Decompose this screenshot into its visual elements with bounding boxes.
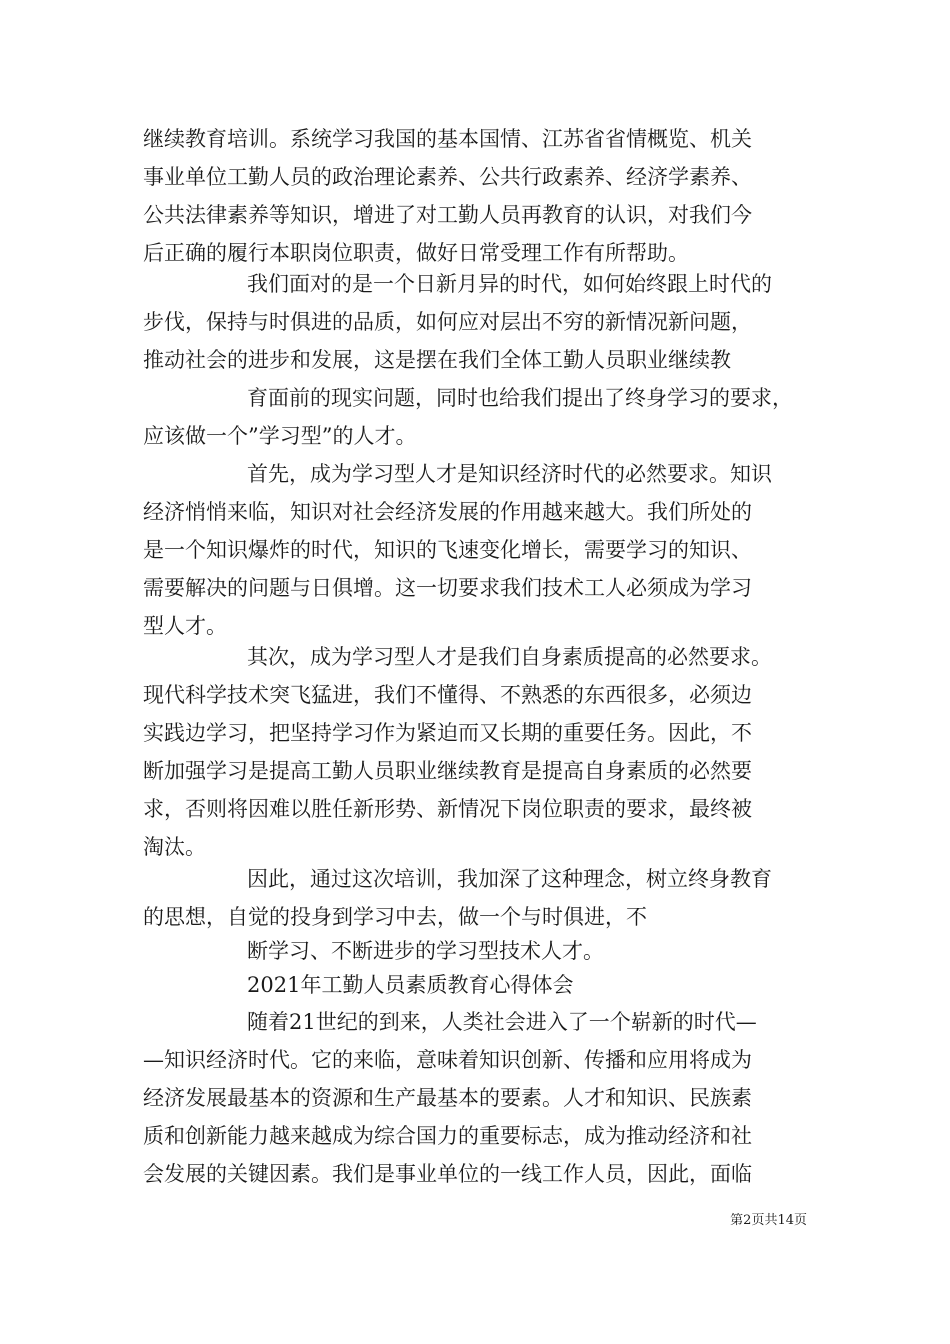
text-line: 经济悄悄来临，知识对社会经济发展的作用越来越大。我们所处的 (143, 500, 752, 524)
text-line: —知识经济时代。它的来临，意味着知识创新、传播和应用将成为 (143, 1048, 752, 1072)
text-line: 求，否则将因难以胜任新形势、新情况下岗位职责的要求，最终被 (143, 797, 752, 821)
text-line: 实践边学习，把坚持学习作为紧迫而又长期的重要任务。因此，不 (143, 721, 752, 745)
text-line: 事业单位工勤人员的政治理论素养、公共行政素养、经济学素养、 (143, 165, 752, 189)
paragraph-start-line: 我们面对的是一个日新月异的时代，如何始终跟上时代的 (247, 272, 772, 296)
page-number-footer: 第2页共14页 (730, 1213, 807, 1228)
text-line: 育面前的现实问题，同时也给我们提出了终身学习的要求， (247, 386, 793, 410)
text-line: 后正确的履行本职岗位职责，做好日常受理工作有所帮助。 (143, 241, 689, 265)
text-line: 继续教育培训。系统学习我国的基本国情、江苏省省情概览、机关 (143, 127, 752, 151)
text-line: 推动社会的进步和发展，这是摆在我们全体工勤人员职业继续教 (143, 348, 731, 372)
text-line: 现代科学技术突飞猛进，我们不懂得、不熟悉的东西很多，必须边 (143, 683, 752, 707)
text-line: 经济发展最基本的资源和生产最基本的要素。人才和知识、民族素 (143, 1086, 752, 1110)
text-line: 会发展的关键因素。我们是事业单位的一线工作人员，因此，面临 (143, 1162, 752, 1186)
paragraph-start-line: 其次，成为学习型人才是我们自身素质提高的必然要求。 (247, 645, 772, 669)
text-line: 是一个知识爆炸的时代，知识的飞速变化增长，需要学习的知识、 (143, 538, 752, 562)
text-line: 淘汰。 (143, 835, 206, 859)
paragraph-start-line: 首先，成为学习型人才是知识经济时代的必然要求。知识 (247, 462, 772, 486)
text-line: 断学习、不断进步的学习型技术人才。 (247, 939, 604, 963)
text-line: 断加强学习是提高工勤人员职业继续教育是提高自身素质的必然要 (143, 759, 752, 783)
section-heading: 2021年工勤人员素质教育心得体会 (247, 973, 574, 997)
text-line: 需要解决的问题与日俱增。这一切要求我们技术工人必须成为学习 (143, 576, 752, 600)
text-line: 质和创新能力越来越成为综合国力的重要标志，成为推动经济和社 (143, 1124, 752, 1148)
text-line: 应该做一个”学习型”的人才。 (143, 424, 417, 448)
text-line: 步伐，保持与时俱进的品质，如何应对层出不穷的新情况新问题， (143, 310, 752, 334)
text-line: 公共法律素养等知识，增进了对工勤人员再教育的认识，对我们今 (143, 203, 752, 227)
text-line: 的思想，自觉的投身到学习中去，做一个与时俱进，不 (143, 905, 647, 929)
paragraph-start-line: 随着21世纪的到来，人类社会进入了一个崭新的时代— (247, 1010, 757, 1034)
text-line: 型人才。 (143, 614, 227, 638)
paragraph-start-line: 因此，通过这次培训，我加深了这种理念，树立终身教育 (247, 867, 772, 891)
